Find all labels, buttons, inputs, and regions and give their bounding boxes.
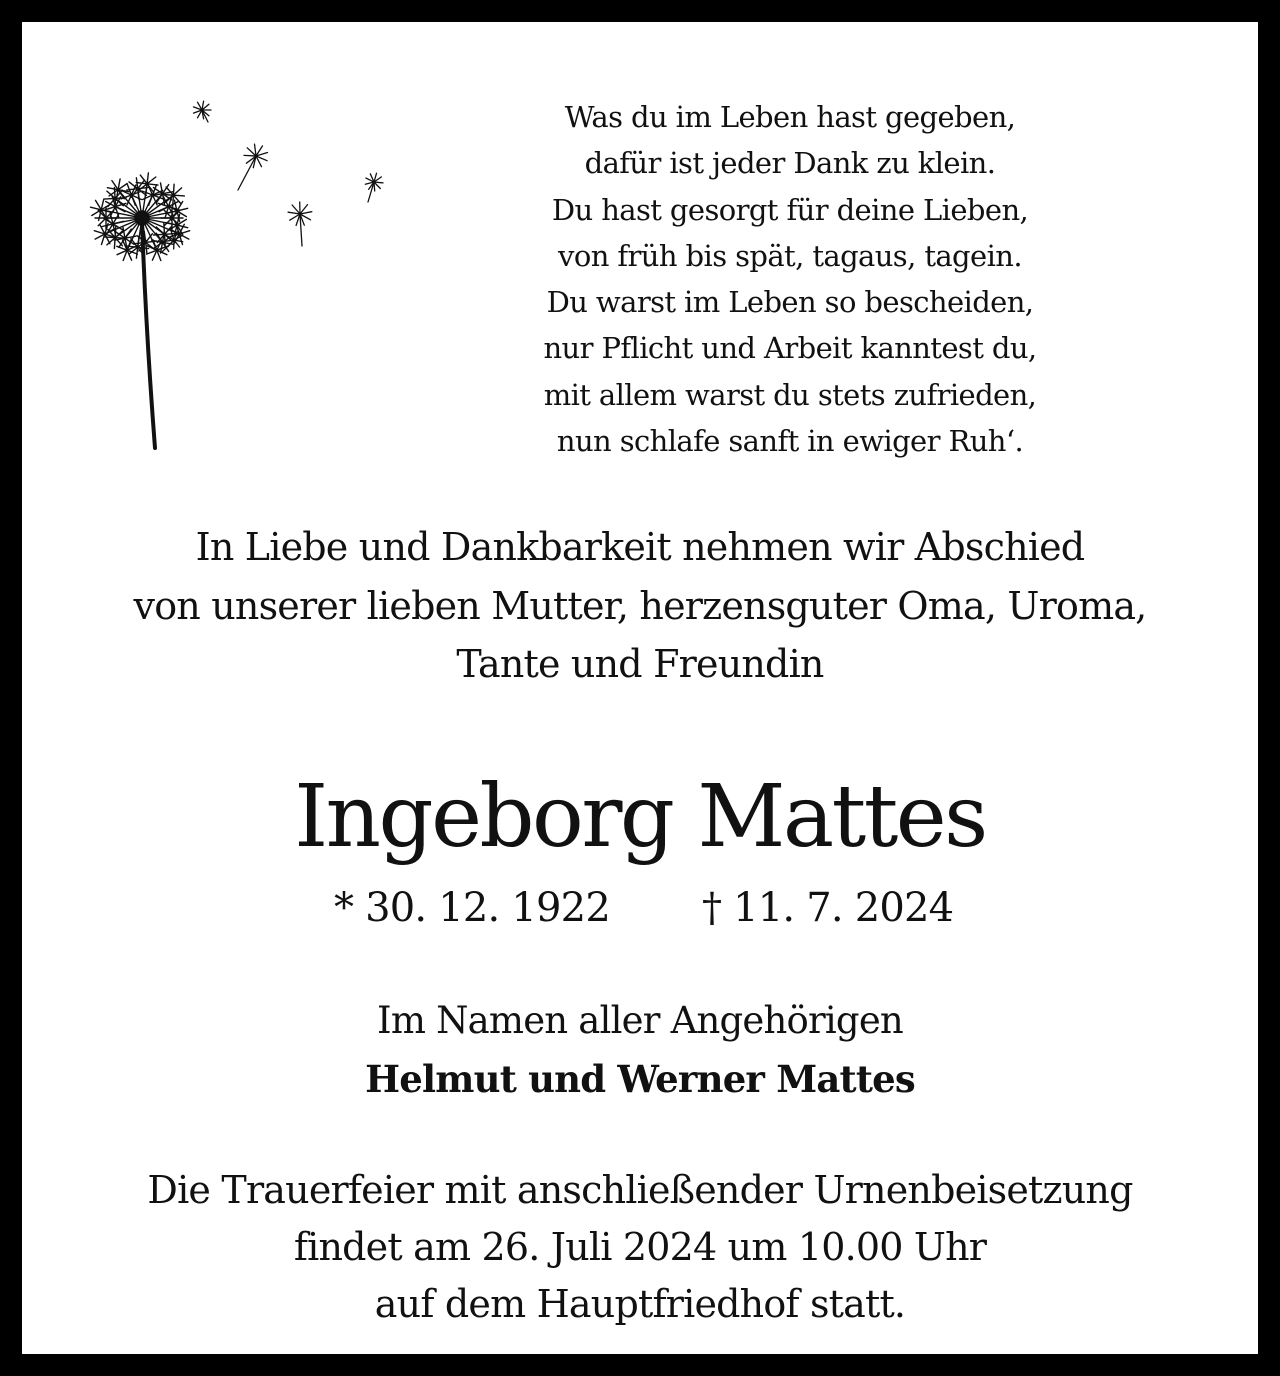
poem-line: mit allem warst du stets zufrieden, [543, 377, 1037, 412]
poem-line: Du warst im Leben so bescheiden, [546, 285, 1034, 320]
poem-line: nun schlafe sanft in ewiger Ruh‘. [556, 424, 1024, 459]
family-intro: Im Namen aller Angehörigen [377, 999, 903, 1042]
service-info [22, 1162, 1258, 1333]
death-date: † 11. 7. 2024 [702, 885, 954, 931]
poem-line: dafür ist jeder Dank zu klein. [584, 146, 996, 181]
farewell-text [22, 518, 1258, 694]
deceased-name: Ingeborg Mattes [294, 767, 986, 867]
service-line: auf dem Hauptfriedhof statt. [374, 1282, 906, 1326]
family-names: Helmut und Werner Mattes [365, 1057, 915, 1101]
obituary-card [22, 22, 1258, 1354]
poem-line: von früh bis spät, tagaus, tagein. [558, 238, 1022, 273]
farewell-line: Tante und Freundin [456, 642, 824, 686]
poem-line: Du hast gesorgt für deine Lieben, [551, 192, 1029, 227]
service-line: Die Trauerfeier mit anschließender Urnenbeisetzung [147, 1168, 1133, 1212]
poem-line: nur Pflicht und Arbeit kanntest du, [543, 331, 1037, 366]
dandelion-icon [62, 72, 402, 452]
service-line: findet am 26. Juli 2024 um 10.00 Uhr [293, 1225, 987, 1269]
farewell-line: In Liebe und Dankbarkeit nehmen wir Abschied [195, 525, 1085, 569]
farewell-line: von unserer lieben Mutter, herzensguter Oma, Uroma, [133, 583, 1147, 628]
poem [420, 94, 1160, 464]
poem-line: Was du im Leben hast gegeben, [564, 100, 1016, 134]
birth-date: * 30. 12. 1922 [334, 885, 610, 931]
